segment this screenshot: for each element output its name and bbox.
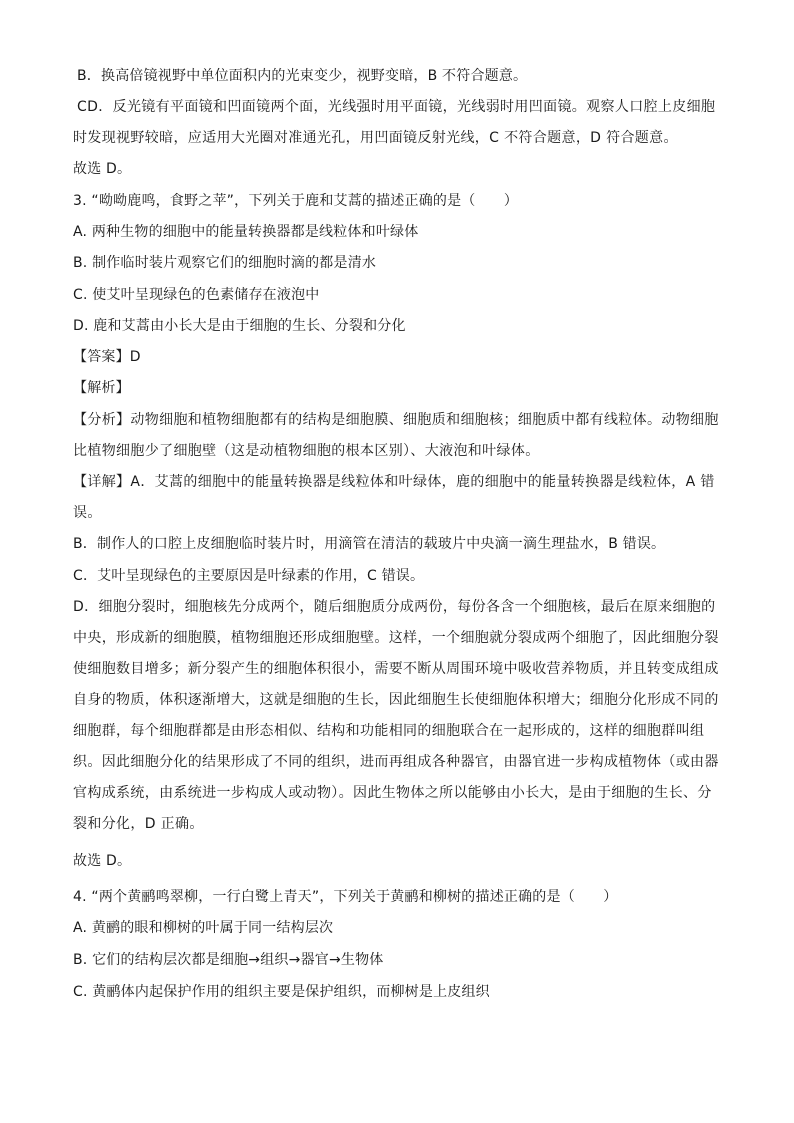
question-4-stem: 4. “两个黄鹂鸣翠柳，一行白鹭上青天”，下列关于黄鹂和柳树的描述正确的是（ ）	[73, 889, 618, 905]
question-3-analysis-heading: 【解析】	[73, 380, 130, 396]
question-3-option-a: A. 两种生物的细胞中的能量转换器都是线粒体和叶绿体	[73, 224, 419, 240]
question-4-option-c: C. 黄鹂体内起保护作用的组织主要是保护组织，而柳树是上皮组织	[73, 984, 490, 1000]
question-3-xiangjie-b: B．制作人的口腔上皮细胞临时装片时，用滴管在清洁的载玻片中央滴一滴生理盐水，B 错误。	[73, 536, 666, 552]
question-3-xiangjie-a: 【详解】A．艾蒿的细胞中的能量转换器是线粒体和叶绿体，鹿的细胞中的能量转换器是线粒体，A 错误。	[73, 474, 715, 521]
question-3-xiangjie-c: C．艾叶呈现绿色的主要原因是叶绿素的作用，C 错误。	[73, 568, 425, 584]
question-3-option-d: D. 鹿和艾蒿由小长大是由于细胞的生长、分裂和分化	[73, 318, 406, 334]
prev-option-b-explanation: B．换高倍镜视野中单位面积内的光束变少，视野变暗，B 不符合题意。	[77, 68, 528, 84]
question-3-xiangjie-d: D．细胞分裂时，细胞核先分成两个，随后细胞质分成两份，每份各含一个细胞核，最后在原来细胞的中央，形成新的细胞膜，植物细胞还形成细胞壁。这样，一个细胞就分裂成两个细胞了，因此细胞分裂使细胞数目增多；新分裂产生的细胞体积很小，需要不断从周围环境中吸收营养物质，并且转变成组成自身的物质，体积逐渐增大，这就是细胞的生长，因此细胞生长使细胞体积增大；细胞分化形成不同的细胞群，每个细胞群都是由形态相似、结构和功能相同的细胞联合在一起形成的，这样的细胞群叫组织。因此细胞分化的结果形成了不同的组织，进而再组成各种器官，由器官进一步构成植物体（或由器官构成系统，由系统进一步构成人或动物）。因此生物体之所以能够由小长大，是由于细胞的生长、分裂和分化，D 正确。	[73, 599, 719, 832]
prev-option-cd-explanation: CD．反光镜有平面镜和凹面镜两个面，光线强时用平面镜，光线弱时用凹面镜。观察人口腔上皮细胞时发现视野较暗，应适用大光圈对准通光孔，用凹面镜反射光线，C 不符合题意，D 符合题意。	[73, 99, 716, 146]
question-4-option-b: B. 它们的结构层次都是细胞→组织→器官→生物体	[73, 952, 384, 968]
question-3-conclusion: 故选 D。	[73, 853, 132, 869]
question-3-option-b: B. 制作临时装片观察它们的细胞时滴的都是清水	[73, 255, 377, 271]
question-3-option-c: C. 使艾叶呈现绿色的色素储存在液泡中	[73, 287, 320, 303]
prev-conclusion: 故选 D。	[73, 161, 132, 177]
question-3-fenxi: 【分析】动物细胞和植物细胞都有的结构是细胞膜、细胞质和细胞核；细胞质中都有线粒体。动物细胞比植物细胞少了细胞壁（这是动植物细胞的根本区别）、大液泡和叶绿体。	[73, 412, 719, 459]
question-3-answer: 【答案】D	[73, 349, 141, 365]
question-4-option-a: A. 黄鹂的眼和柳树的叶属于同一结构层次	[73, 920, 334, 936]
question-3-stem: 3. “呦呦鹿鸣，食野之苹”，下列关于鹿和艾蒿的描述正确的是（ ）	[73, 193, 519, 209]
